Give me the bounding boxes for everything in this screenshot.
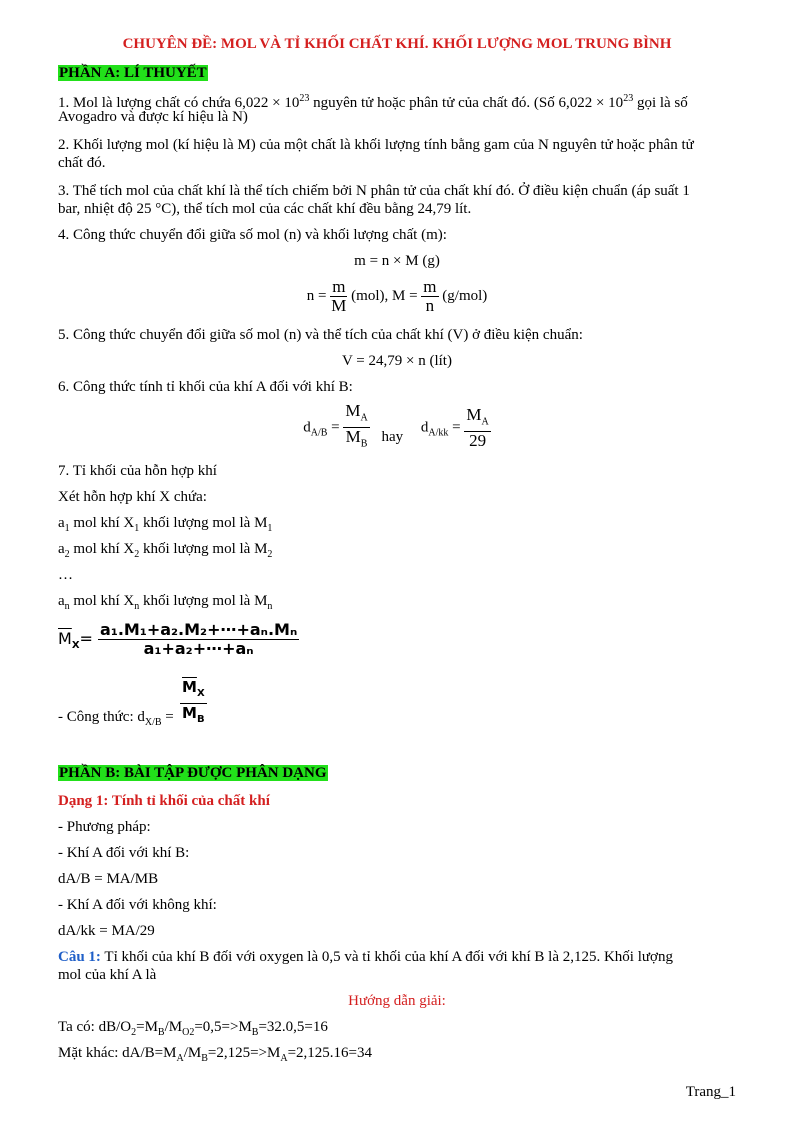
fraction-m-over-M: $\frac{m}{M}$ [331, 277, 347, 316]
document-title: CHUYÊN ĐỀ: MOL VÀ TỈ KHỐI CHẤT KHÍ. KHỐI LƯỢNG MOL TRUNG BÌNH [122, 36, 672, 52]
para-1-line-1: 1. Mol là lượng chất có chứa $6,022 \times 10^{23}$ nguyên tử hoặc phân tử của chất đó. (Số $6,022 \times 10^{23}$ gọi là số [58, 93, 688, 111]
formula-average-molar-mass: $\overline{M}_X=$ $\frac{\text{a₁.M₁+a₂.M₂+⋯+aₙ.Mₙ}}{\text{a₁+a₂+⋯+aₙ}}$ [58, 620, 298, 658]
para-2-line-1: 2. Khối lượng mol (kí hiệu là M) của một chất là khối lượng tính bằng gam của N nguyên tử hoặc phân tử [58, 137, 694, 153]
para-3-line-1: 3. Thể tích mol của chất khí là thể tích chiếm bởi N phân tử của chất khí đó. Ở điều kiện chuẩn (áp suất 1 [58, 183, 690, 199]
method-5: dA/kk = MA/29 [58, 923, 155, 939]
method-1: - Phương pháp: [58, 819, 151, 835]
para-7: 7. Tỉ khối của hỗn hợp khí [58, 463, 217, 479]
fraction-m-over-n: $\frac{m}{n}$ [423, 277, 437, 316]
para-1-line-2: Avogadro và được kí hiệu là N) [58, 109, 248, 125]
part-b-heading: PHẦN B: BÀI TẬP ĐƯỢC PHÂN DẠNG [59, 765, 327, 781]
formula-V: V = 24,79 × n (lít) [342, 353, 452, 369]
guide-heading: Hướng dẫn giải: [348, 993, 446, 1009]
para-2-line-2: chất đó. [58, 155, 106, 171]
formula-m-nM: m = n × M (g) [354, 253, 440, 269]
method-3: dA/B = MA/MB [58, 871, 159, 887]
page-number: Trang_1 [685, 1084, 736, 1100]
method-2: - Khí A đối với khí B: [58, 845, 190, 861]
part-a-heading: PHẦN A: LÍ THUYẾT [59, 65, 207, 81]
mixture-item-n: $a_n$ mol khí $X_n$ khối lượng mol là $M_n$ [58, 593, 273, 612]
method-4: - Khí A đối với không khí: [58, 897, 217, 913]
fraction-MA-over-MB: $\frac{M_A}{M_B}$ [345, 401, 368, 450]
solution-line-1: Ta có: $dB/O_2=M_B/M_{O2}=0,5=>M_B=32.0,5=16$ [58, 1019, 328, 1038]
dang-1-heading: Dạng 1: Tính tỉ khối của chất khí [58, 793, 270, 809]
mixture-item-1: $a_1$ mol khí $X_1$ khối lượng mol là $M_1$ [58, 515, 273, 534]
para-4: 4. Công thức chuyển đổi giữa số mol (n) và khối lượng chất (m): [58, 227, 447, 243]
mixture-dots: … [58, 567, 73, 583]
fraction-MA-over-29: $\frac{M_A}{29}$ [466, 404, 489, 451]
mixture-item-2: $a_2$ mol khí $X_2$ khối lượng mol là $M_2$ [58, 541, 273, 560]
question-1-line-2: mol của khí A là [58, 967, 157, 983]
para-3-line-2: bar, nhiệt độ 25 °C), thể tích mol của các chất khí đều bằng 24,79 lít. [58, 201, 472, 217]
para-7a: Xét hỗn hợp khí X chứa: [58, 489, 207, 505]
formula-density: $d_{A/B}$ = $\frac{M_A}{M_B}$ hay $d_{A/kk}$ = $\frac{M_A}{29}$ [0, 402, 794, 452]
question-1-line-1: Câu 1: Tỉ khối của khí B đối với oxygen là 0,5 và tỉ khối của khí A đối với khí B là 2,125. Khối lượng [58, 949, 673, 965]
solution-line-2: Mặt khác: $dA/B=M_A/M_B=2,125=>M_A=2,125.16=34$ [58, 1045, 372, 1064]
para-6: 6. Công thức tính tỉ khối của khí A đối với khí B: [58, 379, 353, 395]
para-5: 5. Công thức chuyển đổi giữa số mol (n) và thể tích của chất khí (V) ở điều kiện chuẩn: [58, 327, 583, 343]
formula-dX-B: - Công thức: $d_{X/B}$ = $\frac{\overline{M}_X}{M_B}$ [58, 678, 205, 728]
formula-n-m-M: n = $\frac{m}{M}$ (mol), M = $\frac{m}{n}$ (g/mol) [306, 277, 488, 316]
